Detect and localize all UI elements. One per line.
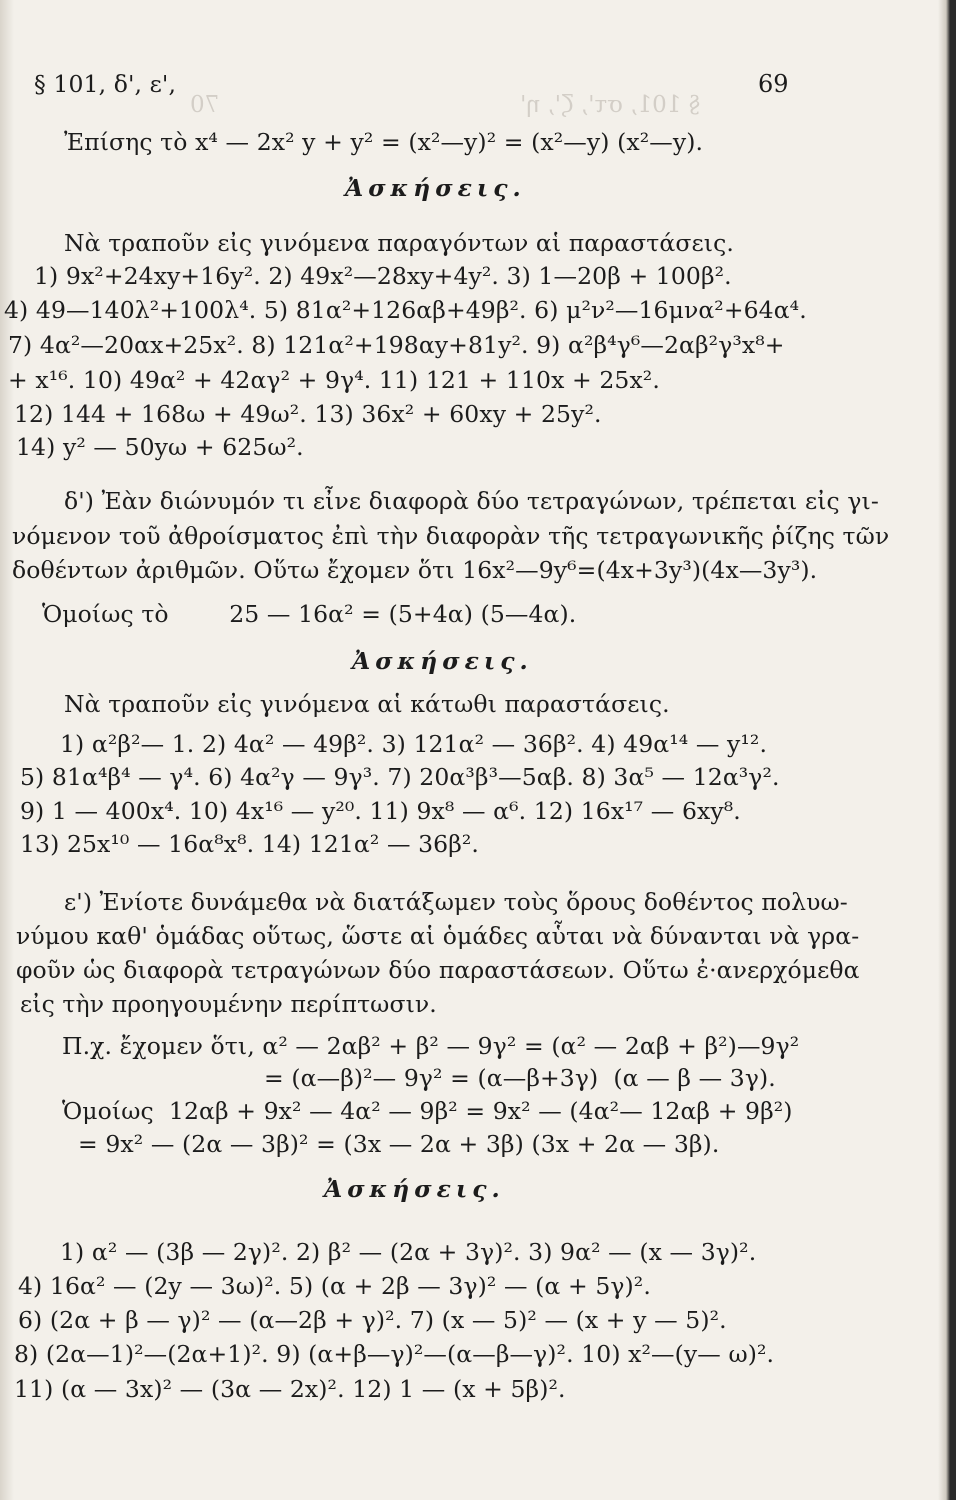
- exercise-2-line: 5) 81α⁴β⁴ — γ⁴. 6) 4α²γ — 9γ³. 7) 20α³β³—5αβ. 8) 3α⁵ — 12α³γ².: [20, 763, 780, 791]
- exercise-3-line: 11) (α — 3x)² — (3α — 2x)². 12) 1 — (x + 5β)².: [14, 1375, 566, 1403]
- exercise-3-line: 4) 16α² — (2y — 3ω)². 5) (α + 2β — 3γ)² — (α + 5γ)².: [18, 1272, 651, 1300]
- epsilon-paragraph-line: νύμου καθ' ὁμάδας οὕτως, ὥστε αἱ ὁμάδες αὗται νὰ δύνανται νὰ γρα-: [16, 922, 860, 950]
- exercise-1-line: 4) 49—140λ²+100λ⁴. 5) 81α²+126αβ+49β². 6) μ²ν²—16μνα²+64α⁴.: [4, 296, 807, 324]
- exercise-1-line: + x¹⁶. 10) 49α² + 42αγ² + 9γ⁴. 11) 121 + 110x + 25x².: [8, 366, 660, 394]
- epsilon-paragraph-line: = (α—β)²— 9γ² = (α—β+3γ) (α — β — 3γ).: [264, 1064, 776, 1092]
- exercise-1-prompt: Νὰ τραποῦν εἰς γινόμενα παραγόντων αἱ παραστάσεις.: [64, 229, 734, 257]
- epsilon-paragraph-line: Ὁμοίως 12αβ + 9x² — 4α² — 9β² = 9x² — (4α²— 12αβ + 9β²): [62, 1097, 793, 1125]
- page-number: 69: [758, 70, 789, 98]
- exercise-2-line: 1) α²β²— 1. 2) 4α² — 49β². 3) 121α² — 36β². 4) 49α¹⁴ — y¹².: [60, 730, 768, 758]
- epsilon-paragraph-line: Π.χ. ἔχομεν ὅτι, α² — 2αβ² + β² — 9γ² = (α² — 2αβ + β²)—9γ²: [62, 1032, 800, 1060]
- epsilon-paragraph-line: ε') Ἐνίοτε δυνάμεθα νὰ διατάξωμεν τοὺς ὅρους δοθέντος πολυω-: [64, 888, 848, 916]
- exercise-2-line: 13) 25x¹⁰ — 16α⁸x⁸. 14) 121α² — 36β².: [20, 830, 479, 858]
- exercise-3-line: 1) α² — (3β — 2γ)². 2) β² — (2α + 3γ)². 3) 9α² — (x — 3γ)².: [60, 1238, 757, 1266]
- exercise-1-line: 7) 4α²—20αx+25x². 8) 121α²+198αy+81y². 9) α²β⁴γ⁶—2αβ²γ³x⁸+: [8, 331, 785, 359]
- exercise-1-line: 1) 9x²+24xy+16y². 2) 49x²—28xy+4y². 3) 1—20β + 100β².: [34, 262, 732, 290]
- epsilon-paragraph-line: εἰς τὴν προηγουμένην περίπτωσιν.: [20, 990, 437, 1018]
- page-left-shadow: [0, 0, 14, 1500]
- section-reference: § 101, δ', ε',: [34, 70, 177, 98]
- exercise-2-prompt: Νὰ τραποῦν εἰς γινόμενα αἱ κάτωθι παραστάσεις.: [64, 690, 670, 718]
- delta-paragraph-line: δοθέντων ἀριθμῶν. Οὕτω ἔχομεν ὅτι 16x²—9y⁶=(4x+3y³)(4x—3y³).: [12, 556, 818, 584]
- exercises-heading-2: Ἀσκήσεις.: [352, 647, 533, 675]
- delta-paragraph-line: Ὁμοίως τὸ 25 — 16α² = (5+4α) (5—4α).: [42, 600, 577, 628]
- exercises-heading-3: Ἀσκήσεις.: [324, 1175, 505, 1203]
- delta-paragraph-line: νόμενον τοῦ ἀθροίσματος ἐπὶ τὴν διαφορὰν τῆς τετραγωνικῆς ῥίζης τῶν: [12, 522, 890, 550]
- intro-line: Ἐπίσης τὸ x⁴ — 2x² y + y² = (x²—y)² = (x²—y) (x²—y).: [64, 128, 704, 156]
- exercise-3-line: 8) (2α—1)²—(2α+1)². 9) (α+β—γ)²—(α—β—γ)². 10) x²—(y— ω)².: [14, 1340, 775, 1368]
- page-right-edge: [938, 0, 956, 1500]
- epsilon-paragraph-line: = 9x² — (2α — 3β)² = (3x — 2α + 3β) (3x + 2α — 3β).: [78, 1130, 720, 1158]
- exercise-1-line: 14) y² — 50yω + 625ω².: [16, 433, 304, 461]
- delta-paragraph-line: δ') Ἐὰν διώνυμόν τι εἶνε διαφορὰ δύο τετραγώνων, τρέπεται εἰς γι-: [64, 487, 879, 515]
- epsilon-paragraph-line: φοῦν ὡς διαφορὰ τετραγώνων δύο παραστάσεων. Οὕτω ἐ·ανερχόμεθα: [16, 956, 860, 984]
- exercise-2-line: 9) 1 — 400x⁴. 10) 4x¹⁶ — y²⁰. 11) 9x⁸ — α⁶. 12) 16x¹⁷ — 6xy⁸.: [20, 797, 741, 825]
- exercise-3-line: 6) (2α + β — γ)² — (α—2β + γ)². 7) (x — 5)² — (x + y — 5)².: [18, 1306, 727, 1334]
- exercises-heading-1: Ἀσκήσεις.: [345, 174, 526, 202]
- bleed-through-section: § 101, στ', ζ', η': [520, 92, 701, 118]
- exercise-1-line: 12) 144 + 168ω + 49ω². 13) 36x² + 60xy + 25y².: [14, 400, 602, 428]
- bleed-through-page-number: 70: [190, 92, 220, 118]
